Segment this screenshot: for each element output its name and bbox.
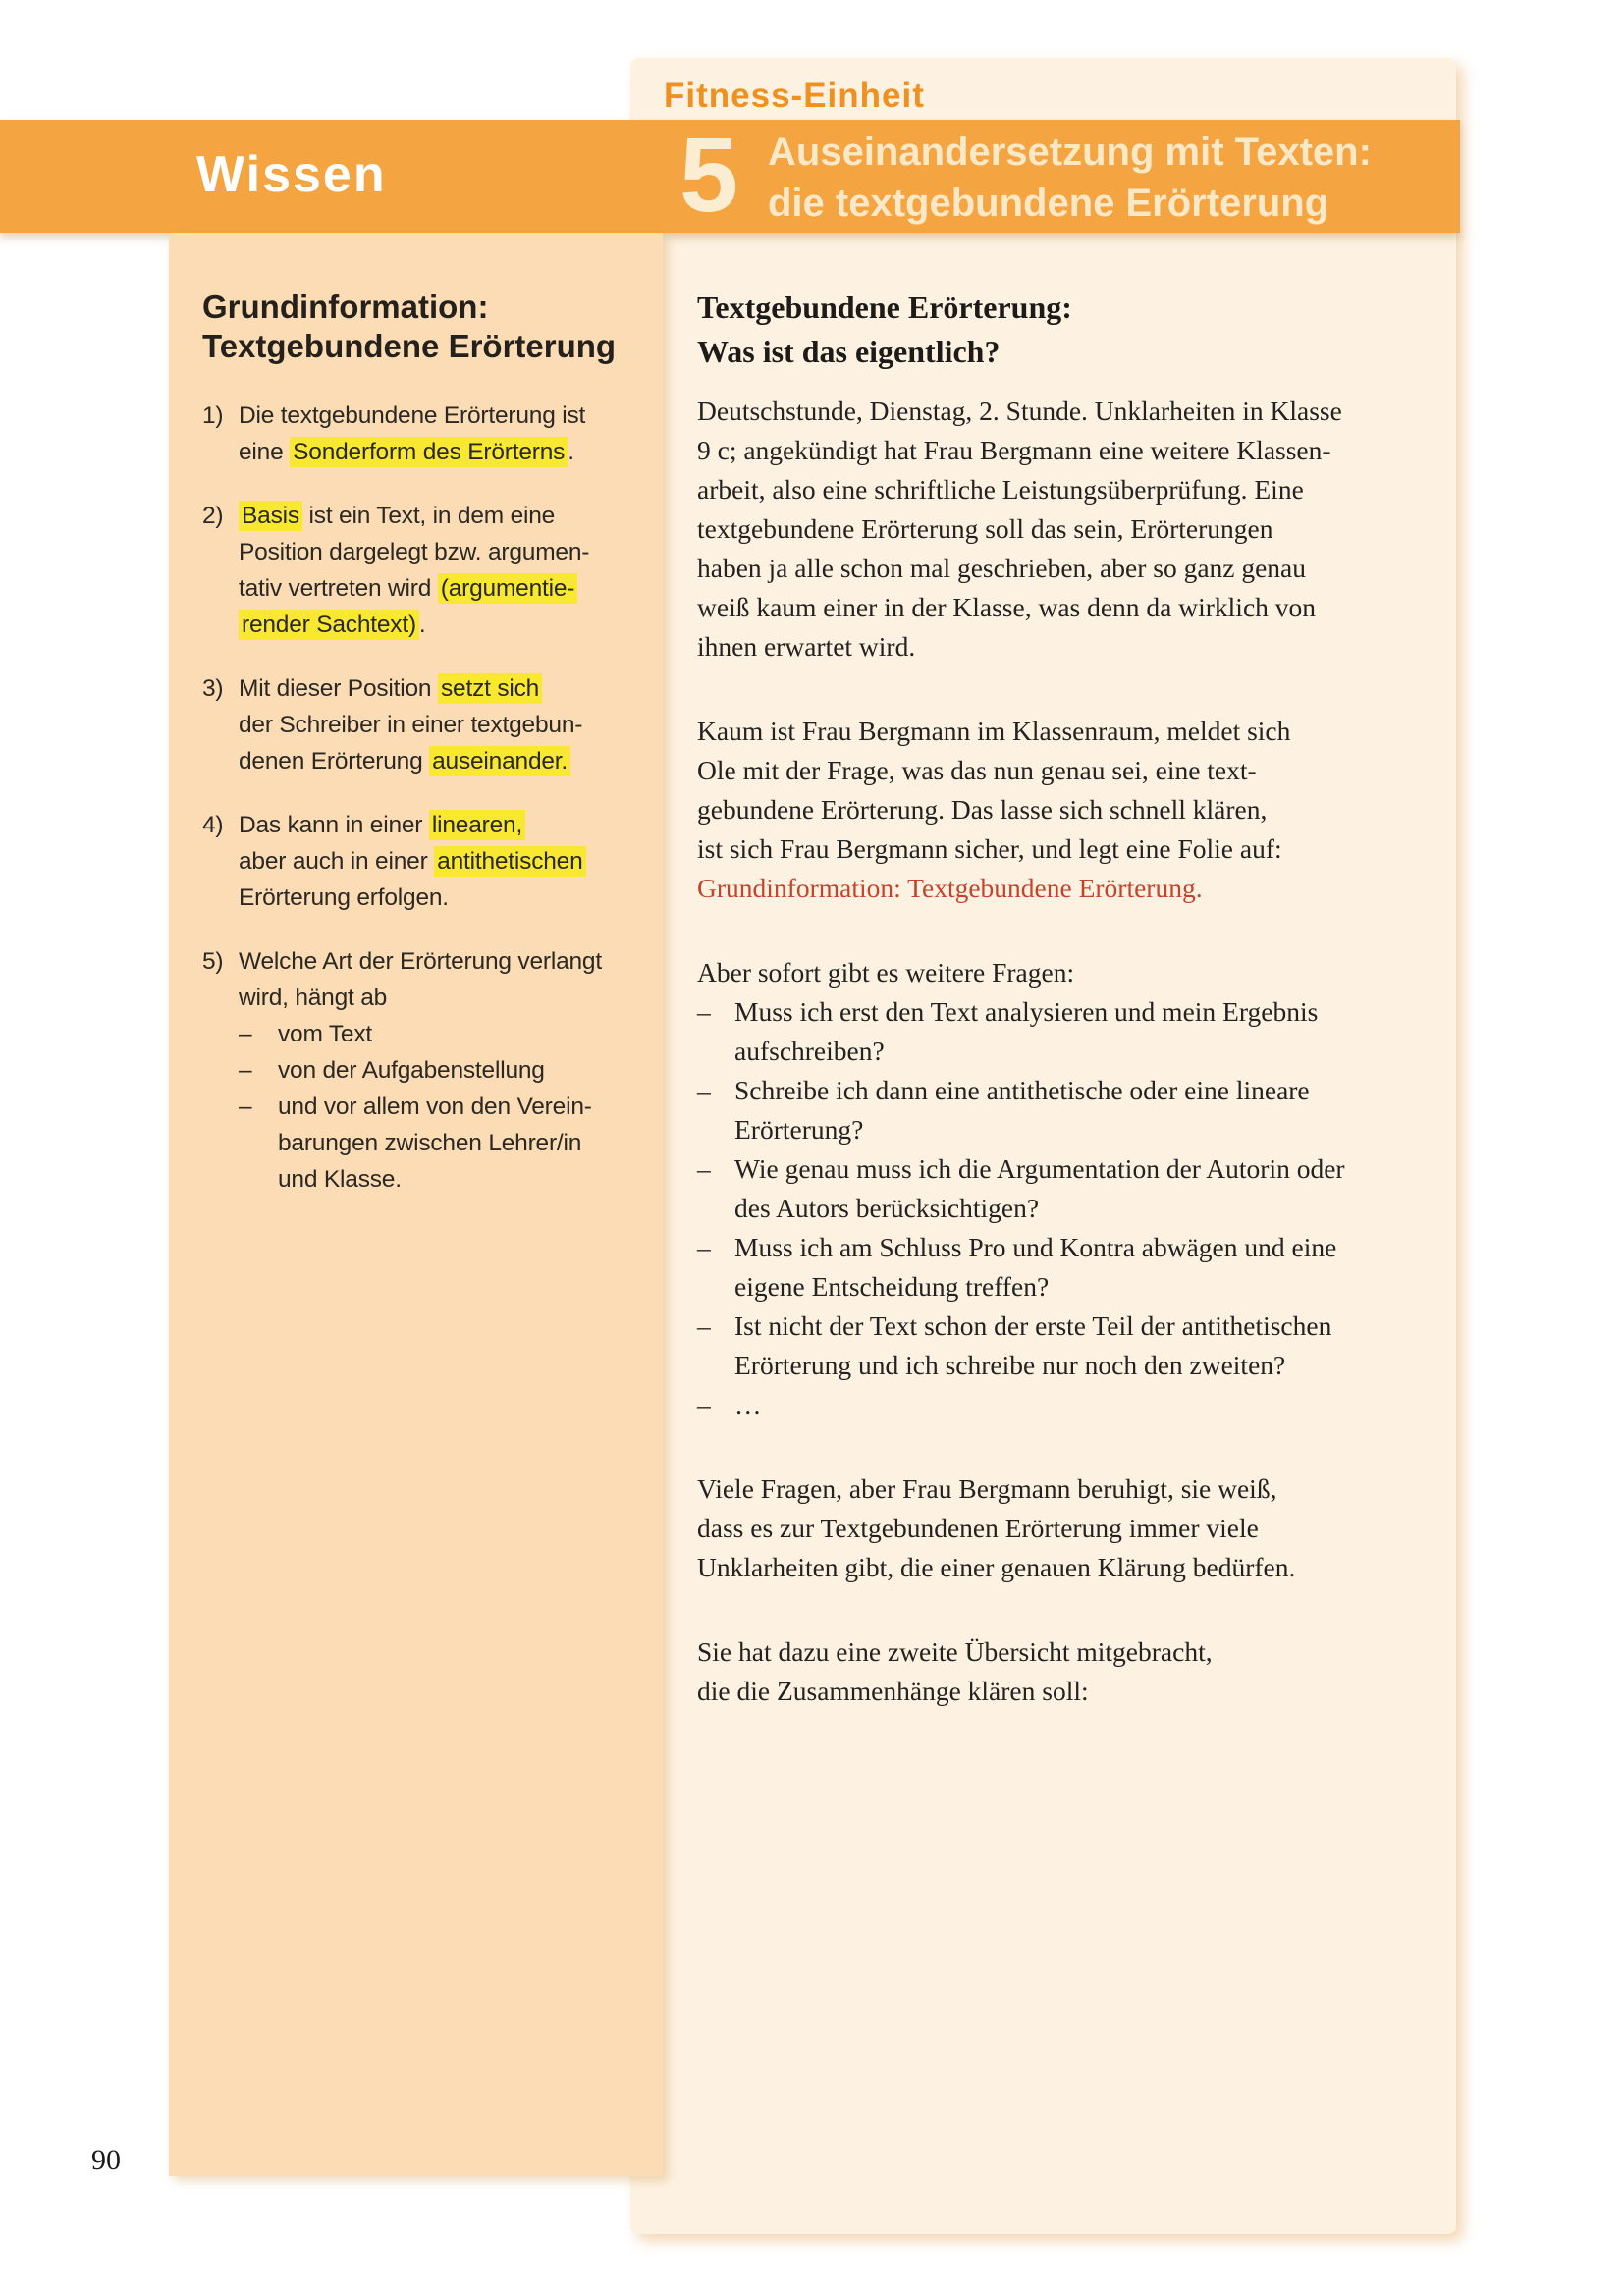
- paragraph-3: Viele Fragen, aber Frau Bergmann beruhigt, sie weiß, dass es zur Textgebundenen Erörterung immer viele Unklarheiten gibt, die einer genauen Klärung bedürfen.: [697, 1473, 1296, 1582]
- main-column: [697, 286, 1443, 1756]
- sidebar-heading-line2: Textgebundene Erörterung: [202, 328, 617, 364]
- folie-title-red: Grundinformation: Textgebundene Erörterung.: [697, 873, 1203, 903]
- item-number: 2): [202, 503, 224, 529]
- unit-title-line1: Auseinandersetzung mit Texten:: [768, 131, 1372, 174]
- info-list: [202, 398, 643, 1198]
- info-list-item: 2) Basis ist ein Text, in dem eine Position dargelegt bzw. argumen- tativ vertreten wird (argumentie- render Sachtext) .: [202, 498, 643, 643]
- questions-intro: Aber sofort gibt es weitere Fragen:: [697, 957, 1075, 988]
- questions-block: [697, 953, 1443, 1424]
- sidebar-heading: [202, 288, 643, 366]
- question-item: – Muss ich am Schluss Pro und Kontra abwägen und eine eigene Entscheidung treffen?: [697, 1228, 1443, 1307]
- question-item: – …: [697, 1385, 1443, 1424]
- page-number: 90: [91, 2144, 121, 2176]
- item-number: 5): [202, 948, 224, 975]
- info-list-item: 4) Das kann in einer linearen, aber auch in einer antithetischen Erörterung erfolgen.: [202, 807, 643, 916]
- strand-label: Fitness-Einheit: [664, 77, 925, 115]
- item-number: 4): [202, 812, 224, 838]
- question-item: – Wie genau muss ich die Argumentation der Autorin oder des Autors berücksichtigen?: [697, 1149, 1443, 1228]
- paragraph-2-text: Kaum ist Frau Bergmann im Klassenraum, meldet sich Ole mit der Frage, was das nun genau sei, eine text- gebundene Erörterung. Das lasse sich schnell klären, ist sich Frau Bergmann sicher, und legt eine Folie auf:: [697, 716, 1291, 864]
- paragraph-2: [697, 712, 1443, 908]
- content-panel: [630, 58, 1456, 2234]
- paragraph-1: Deutschstunde, Dienstag, 2. Stunde. Unklarheiten in Klasse 9 c; angekündigt hat Frau Bergmann eine weitere Klassen- arbeit, also eine schriftliche Leistungsüberprüfung. Eine textgebundene Erörterung soll das sein, Erörterungen haben ja alle schon mal geschrieben, aber so ganz genau weiß kaum einer in der Klasse, was denn da wirklich von ihnen erwartet wird.: [697, 396, 1342, 662]
- paragraph-4: Sie hat dazu eine zweite Übersicht mitgebracht, die die Zusammenhänge klären soll:: [697, 1636, 1213, 1706]
- item-number: 3): [202, 675, 224, 702]
- dash-bullet: –: [239, 1021, 252, 1047]
- question-item: – Ist nicht der Text schon der erste Teil der antithetischen Erörterung und ich schreibe nur noch den zweiten?: [697, 1307, 1443, 1385]
- dash-bullet: –: [239, 1094, 252, 1120]
- dash-bullet: –: [697, 1232, 711, 1262]
- dash-bullet: –: [697, 1153, 711, 1184]
- question-item: – Schreibe ich dann eine antithetische oder eine lineare Erörterung?: [697, 1071, 1443, 1149]
- dash-bullet: –: [697, 996, 711, 1027]
- unit-title: [768, 127, 1372, 229]
- dash-bullet: –: [697, 1389, 711, 1419]
- dash-bullet: –: [239, 1057, 252, 1084]
- question-item: – Muss ich erst den Text analysieren und mein Ergebnis aufschreiben?: [697, 992, 1443, 1071]
- info-list-item: 3) Mit dieser Position setzt sich der Schreiber in einer textgebun- denen Erörterung auseinander.: [202, 670, 643, 779]
- unit-number: 5: [679, 115, 739, 234]
- dash-bullet: –: [697, 1075, 711, 1105]
- dash-bullet: –: [697, 1310, 711, 1341]
- unit-title-line2: die textgebundene Erörterung: [768, 182, 1329, 225]
- main-heading-line1: Textgebundene Erörterung:: [697, 290, 1072, 325]
- info-list-item: 1) Die textgebundene Erörterung ist eine Sonderform des Erörterns .: [202, 398, 643, 470]
- item-number: 1): [202, 402, 224, 429]
- sidebar-panel: [169, 233, 663, 2176]
- main-heading-line2: Was ist das eigentlich?: [697, 334, 1001, 369]
- sidebar-heading-line1: Grundinformation:: [202, 289, 489, 325]
- section-label: Wissen: [196, 146, 387, 203]
- info-list-item: 5) Welche Art der Erörterung verlangt wird, hängt ab – vom Text – von der Aufgabenstellung – und vor allem von den Verein- barungen zwischen Lehrer/in und Klasse.: [202, 943, 643, 1198]
- question-list: [697, 992, 1443, 1424]
- header-banner: [0, 115, 1460, 234]
- main-heading: [697, 286, 1443, 374]
